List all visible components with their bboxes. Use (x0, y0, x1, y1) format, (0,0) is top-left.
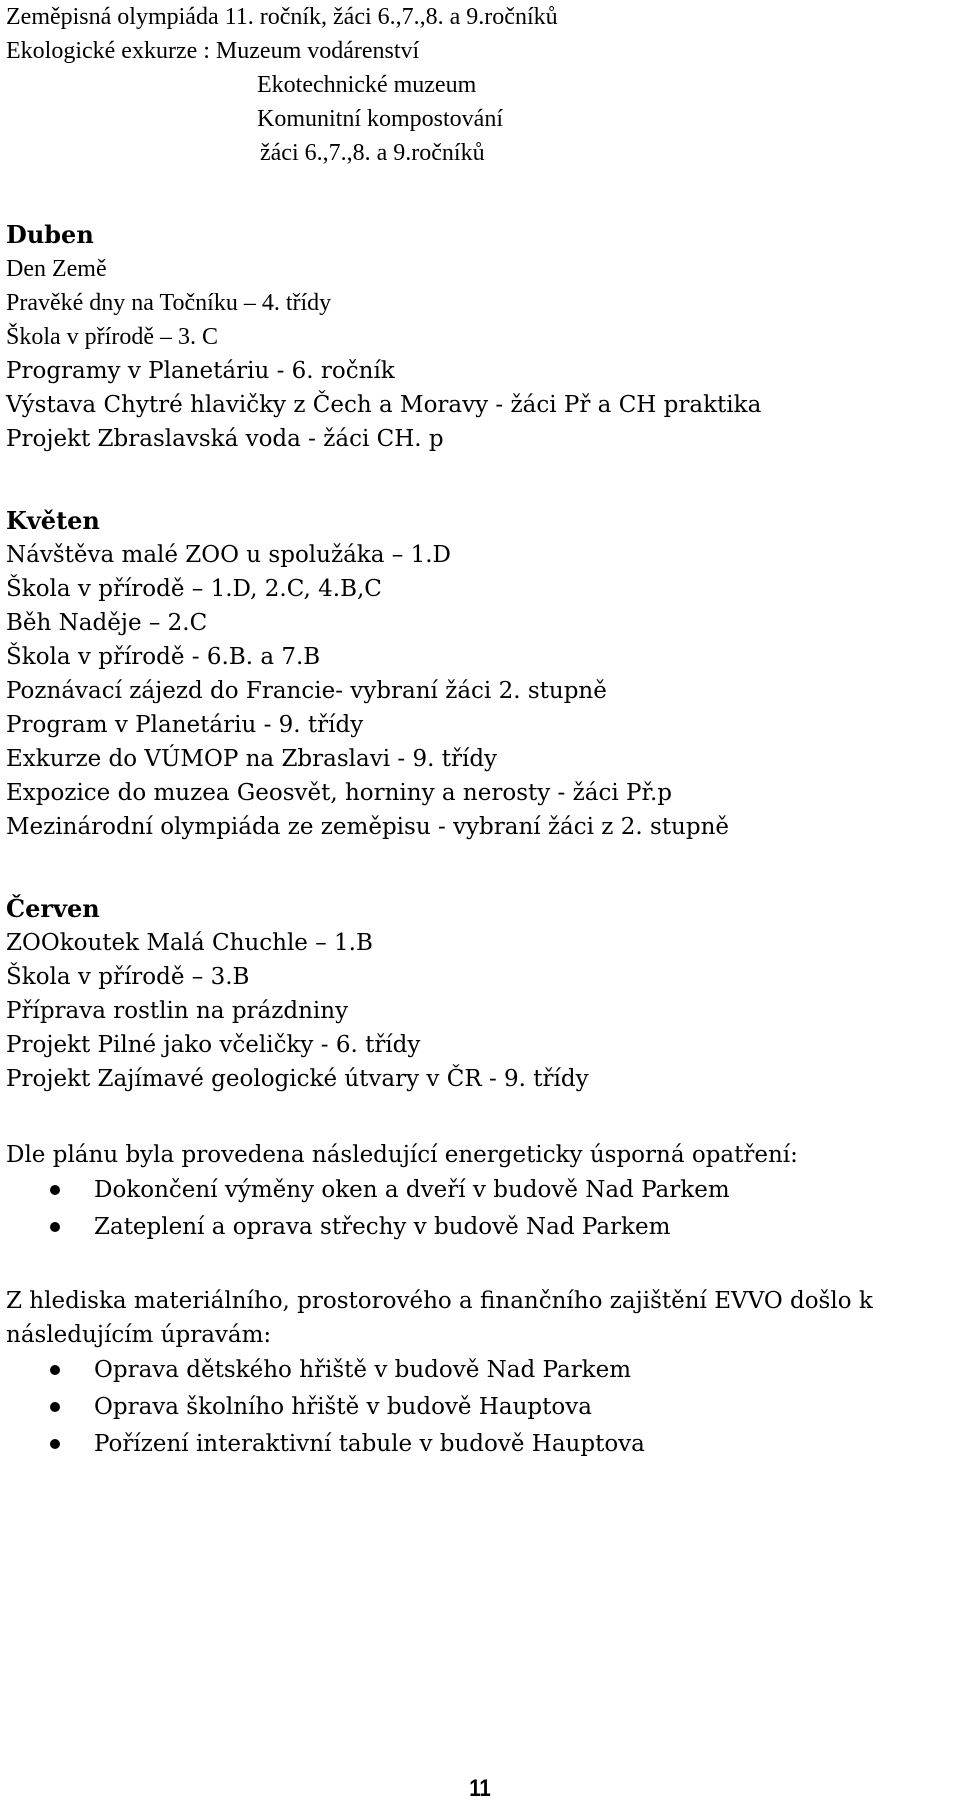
intro-section (6, 0, 954, 170)
intro-indented-line: Ekotechnické muzeum (257, 72, 477, 98)
may-item: Exkurze do VÚMOP na Zbraslavi - 9. třídy (6, 746, 498, 772)
april-item: Den Země (6, 256, 107, 282)
april-item: Pravěké dny na Točníku – 4. třídy (6, 290, 332, 316)
april-item: Projekt Zbraslavská voda - žáci CH. p (6, 426, 444, 452)
list-item-text: Dokončení výměny oken a dveří v budově Nad Parkem (94, 1177, 730, 1203)
bullet-dot-icon (50, 1365, 60, 1375)
june-item: Projekt Pilné jako včeličky - 6. třídy (6, 1032, 421, 1058)
june-item: ZOOkoutek Malá Chuchle – 1.B (6, 930, 373, 956)
june-heading: Červen (6, 894, 100, 923)
energy-bullet-list (6, 1172, 954, 1246)
june-item: Škola v přírodě – 3.B (6, 964, 250, 990)
list-item (6, 1172, 954, 1209)
april-item: Škola v přírodě – 3. C (6, 324, 218, 350)
intro-indented-line: žáci 6.,7.,8. a 9.ročníků (260, 140, 485, 166)
material-intro: Z hlediska materiálního, prostorového a finančního zajištění EVVO došlo k následujícím úpravám: (6, 1288, 873, 1348)
bullet-dot-icon (50, 1402, 60, 1412)
intro-line: Ekologické exkurze : Muzeum vodárenství (6, 38, 420, 64)
energy-section (6, 1138, 954, 1246)
may-section (6, 504, 954, 844)
bullet-dot-icon (50, 1439, 60, 1449)
may-heading: Květen (6, 506, 100, 535)
june-item: Projekt Zajímavé geologické útvary v ČR - 9. třídy (6, 1066, 589, 1092)
june-item: Příprava rostlin na prázdniny (6, 998, 349, 1024)
april-heading: Duben (6, 220, 94, 249)
list-item-text: Oprava dětského hřiště v budově Nad Parkem (94, 1357, 632, 1383)
list-item-text: Zateplení a oprava střechy v budově Nad Parkem (94, 1214, 671, 1240)
april-item: Programy v Planetáriu - 6. ročník (6, 358, 395, 384)
energy-intro: Dle plánu byla provedena následující energeticky úsporná opatření: (6, 1142, 798, 1168)
april-section (6, 218, 954, 456)
list-item (6, 1352, 954, 1389)
may-item: Běh Naděje – 2.C (6, 610, 208, 636)
intro-line: Zeměpisná olympiáda 11. ročník, žáci 6.,7.,8. a 9.ročníků (6, 4, 558, 30)
list-item (6, 1389, 954, 1426)
june-section (6, 892, 954, 1096)
material-section (6, 1284, 954, 1463)
may-item: Návštěva malé ZOO u spolužáka – 1.D (6, 542, 451, 568)
may-item: Poznávací zájezd do Francie- vybraní žáci 2. stupně (6, 678, 607, 704)
bullet-dot-icon (50, 1222, 60, 1232)
bullet-dot-icon (50, 1185, 60, 1195)
list-item (6, 1426, 954, 1463)
intro-indented-line: Komunitní kompostování (257, 106, 503, 132)
document-page (6, 0, 954, 1463)
may-item: Škola v přírodě – 1.D, 2.C, 4.B,C (6, 576, 382, 602)
page-number: 11 (469, 1775, 491, 1802)
list-item-text: Oprava školního hřiště v budově Hauptova (94, 1394, 592, 1420)
may-item: Mezinárodní olympiáda ze zeměpisu - vybraní žáci z 2. stupně (6, 814, 729, 840)
may-item: Program v Planetáriu - 9. třídy (6, 712, 364, 738)
material-bullet-list (6, 1352, 954, 1463)
april-item: Výstava Chytré hlavičky z Čech a Moravy - žáci Př a CH praktika (6, 392, 762, 418)
may-item: Expozice do muzea Geosvět, horniny a nerosty - žáci Př.p (6, 780, 672, 806)
may-item: Škola v přírodě - 6.B. a 7.B (6, 644, 321, 670)
list-item-text: Pořízení interaktivní tabule v budově Hauptova (94, 1431, 645, 1457)
list-item (6, 1209, 954, 1246)
